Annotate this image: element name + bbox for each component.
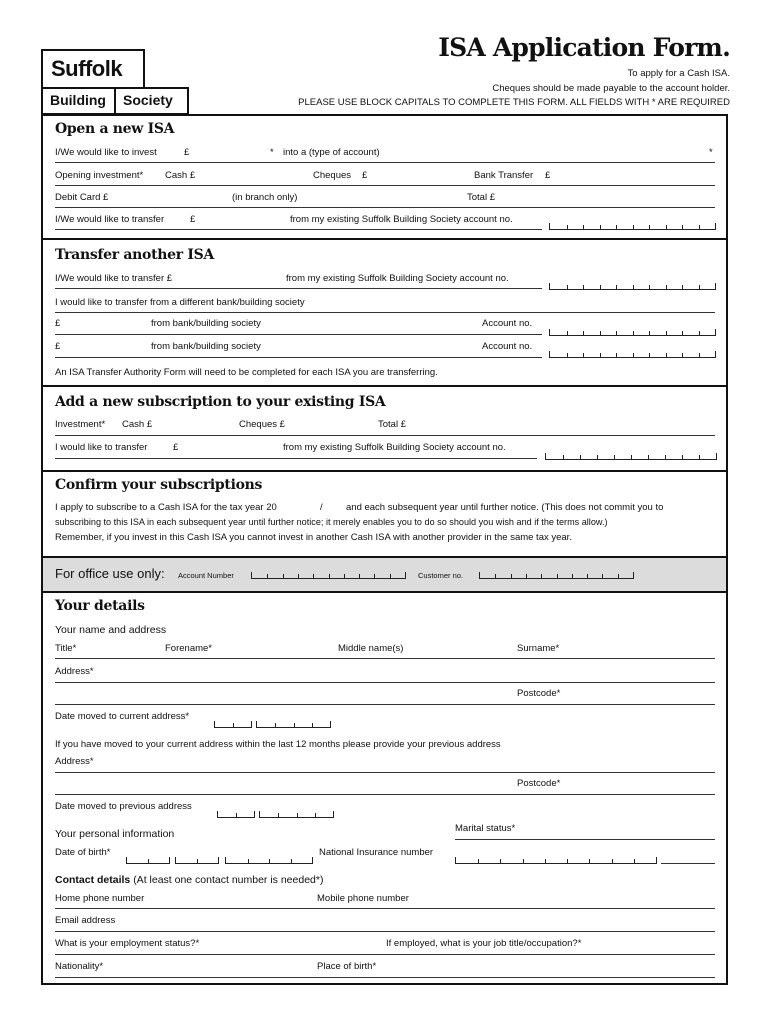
transfer-row1-pound: £ xyxy=(55,318,61,329)
invest-pound: £ xyxy=(184,147,190,158)
comb-tick xyxy=(526,574,527,578)
comb-tick xyxy=(682,331,683,335)
open-transfer-label: I/We would like to transfer xyxy=(55,214,165,225)
comb-tick xyxy=(500,859,501,863)
comb-tick xyxy=(631,455,632,459)
comb-tick xyxy=(278,813,279,817)
comb-tick xyxy=(197,859,198,863)
transfer-account-number-boxes[interactable] xyxy=(549,283,716,290)
header-line-3: PLEASE USE BLOCK CAPITALS TO COMPLETE THIS FORM. ALL FIELDS WITH * ARE REQUIRED xyxy=(298,97,730,108)
comb-tick xyxy=(600,225,601,229)
comb-tick xyxy=(583,353,584,357)
forename-label: Forename* xyxy=(165,643,212,654)
comb-tick xyxy=(600,331,601,335)
addsub-total-label: Total £ xyxy=(378,419,406,430)
comb-tick xyxy=(634,859,635,863)
marital-status-label: Marital status* xyxy=(455,823,516,834)
header-line-2: Cheques should be made payable to the account holder. xyxy=(492,83,730,94)
previous-address-note: If you have moved to your current address within the last 12 months please provide your previous address xyxy=(55,739,501,750)
comb-tick xyxy=(614,455,615,459)
confirm-line-3: Remember, if you invest in this Cash ISA you cannot invest in another Cash ISA with another provider in the same tax year. xyxy=(55,532,572,543)
opening-investment-label: Opening investment* xyxy=(55,170,144,181)
opening-cheques-pound: £ xyxy=(362,170,368,181)
comb-tick xyxy=(699,353,700,357)
comb-tick xyxy=(583,225,584,229)
addsub-cash-label: Cash £ xyxy=(122,419,153,430)
addsub-transfer-pound: £ xyxy=(173,442,179,453)
date-moved-label: Date moved to current address* xyxy=(55,711,190,722)
section-title-transfer: Transfer another ISA xyxy=(55,247,214,263)
office-use-title: For office use only: xyxy=(55,566,165,581)
transfer-amount-label: I/We would like to transfer £ xyxy=(55,273,173,284)
section-title-open: Open a new ISA xyxy=(55,121,175,137)
surname-label: Surname* xyxy=(517,643,560,654)
confirm-line-1b: and each subsequent year until further notice. (This does not commit you to xyxy=(346,502,664,513)
transfer-account-label: from my existing Suffolk Building Society account no. xyxy=(286,273,509,284)
contact-details-note: (At least one contact number is needed*) xyxy=(133,874,324,886)
comb-tick xyxy=(666,353,667,357)
transfer-row2-account: Account no. xyxy=(482,341,533,352)
transfer-different-label: I would like to transfer from a different bank/building society xyxy=(55,297,305,308)
contact-details-heading xyxy=(55,875,323,886)
comb-tick xyxy=(294,723,295,727)
debit-card-label: Debit Card £ xyxy=(55,192,109,203)
previous-postcode-label: Postcode* xyxy=(517,778,561,789)
comb-tick xyxy=(291,859,292,863)
comb-tick xyxy=(557,574,558,578)
comb-tick xyxy=(666,225,667,229)
opening-bank-pound: £ xyxy=(545,170,551,181)
open-transfer-pound: £ xyxy=(190,214,196,225)
comb-tick xyxy=(567,859,568,863)
comb-tick xyxy=(616,353,617,357)
comb-tick xyxy=(275,723,276,727)
comb-tick xyxy=(649,331,650,335)
addsub-transfer-label: I would like to transfer xyxy=(55,442,148,453)
comb-tick xyxy=(269,859,270,863)
comb-tick xyxy=(649,353,650,357)
transfer-row1-account: Account no. xyxy=(482,318,533,329)
brand-building: Building xyxy=(50,92,106,108)
comb-tick xyxy=(374,574,375,578)
comb-tick xyxy=(589,859,590,863)
comb-tick xyxy=(616,225,617,229)
comb-tick xyxy=(633,285,634,289)
transfer-row1-from: from bank/building society xyxy=(151,318,261,329)
office-account-number-boxes[interactable] xyxy=(251,572,406,579)
opening-cash-label: Cash £ xyxy=(165,170,196,181)
transfer-row2-pound: £ xyxy=(55,341,61,352)
comb-tick xyxy=(563,455,564,459)
comb-tick xyxy=(312,723,313,727)
office-customer-boxes[interactable] xyxy=(479,572,634,579)
dob-year-boxes[interactable] xyxy=(225,857,313,864)
comb-tick xyxy=(699,285,700,289)
date-previous-label: Date moved to previous address xyxy=(55,801,192,812)
previous-address-label: Address* xyxy=(55,756,94,767)
comb-tick xyxy=(329,574,330,578)
comb-tick xyxy=(616,331,617,335)
comb-tick xyxy=(359,574,360,578)
comb-tick xyxy=(478,859,479,863)
comb-tick xyxy=(616,285,617,289)
comb-tick xyxy=(666,331,667,335)
comb-tick xyxy=(682,455,683,459)
confirm-slash: / xyxy=(320,502,323,513)
comb-tick xyxy=(648,455,649,459)
comb-tick xyxy=(297,813,298,817)
comb-tick xyxy=(545,859,546,863)
date-moved-year-boxes[interactable] xyxy=(256,721,331,728)
personal-info-heading: Your personal information xyxy=(55,828,175,840)
open-total-label: Total £ xyxy=(467,192,495,203)
section-title-addsub: Add a new subscription to your existing ISA xyxy=(55,394,386,410)
comb-tick xyxy=(682,353,683,357)
comb-tick xyxy=(600,285,601,289)
comb-tick xyxy=(597,455,598,459)
open-transfer-account-label: from my existing Suffolk Building Society account no. xyxy=(290,214,513,225)
comb-tick xyxy=(649,225,650,229)
section-title-details: Your details xyxy=(55,598,145,614)
dob-day-boxes[interactable] xyxy=(126,857,170,864)
brand-society: Society xyxy=(123,92,173,108)
addsub-account-number-boxes[interactable] xyxy=(545,453,717,460)
invest-label: I/We would like to invest xyxy=(55,147,157,158)
comb-tick xyxy=(267,574,268,578)
ni-number-boxes[interactable] xyxy=(455,857,657,864)
dob-label: Date of birth* xyxy=(55,847,111,858)
comb-tick xyxy=(682,285,683,289)
comb-tick xyxy=(699,225,700,229)
comb-tick xyxy=(699,455,700,459)
comb-tick xyxy=(511,574,512,578)
comb-tick xyxy=(666,285,667,289)
birthplace-label: Place of birth* xyxy=(317,961,377,972)
comb-tick xyxy=(572,574,573,578)
account-type-label: into a (type of account) xyxy=(283,147,380,158)
comb-tick xyxy=(523,859,524,863)
comb-tick xyxy=(699,331,700,335)
brand-logo xyxy=(41,49,187,115)
comb-tick xyxy=(587,574,588,578)
section-title-confirm: Confirm your subscriptions xyxy=(55,477,263,493)
invest-star: * xyxy=(270,147,274,158)
postcode-label: Postcode* xyxy=(517,688,561,699)
employment-label: What is your employment status?* xyxy=(55,938,200,949)
title-label: Title* xyxy=(55,643,77,654)
transfer-row2-account-boxes[interactable] xyxy=(549,351,716,358)
office-account-number-label: Account Number xyxy=(178,571,234,580)
opening-bank-label: Bank Transfer xyxy=(474,170,534,181)
middle-name-label: Middle name(s) xyxy=(338,643,404,654)
comb-tick xyxy=(541,574,542,578)
comb-tick xyxy=(618,574,619,578)
branch-only-label: (in branch only) xyxy=(232,192,298,203)
date-moved-month-boxes[interactable] xyxy=(214,721,252,728)
comb-tick xyxy=(600,353,601,357)
comb-tick xyxy=(567,285,568,289)
comb-tick xyxy=(633,353,634,357)
contact-details-bold: Contact details xyxy=(55,874,131,886)
comb-tick xyxy=(390,574,391,578)
comb-tick xyxy=(633,225,634,229)
comb-tick xyxy=(602,574,603,578)
comb-tick xyxy=(580,455,581,459)
comb-tick xyxy=(649,285,650,289)
comb-tick xyxy=(148,859,149,863)
comb-tick xyxy=(283,574,284,578)
ni-number-label: National Insurance number xyxy=(319,847,434,858)
transfer-row1-account-boxes[interactable] xyxy=(549,329,716,336)
transfer-row2-from: from bank/building society xyxy=(151,341,261,352)
office-customer-label: Customer no. xyxy=(418,571,464,580)
comb-tick xyxy=(298,574,299,578)
account-type-star: * xyxy=(709,147,713,158)
comb-tick xyxy=(495,574,496,578)
nationality-label: Nationality* xyxy=(55,961,104,972)
name-address-heading: Your name and address xyxy=(55,624,167,636)
address-label: Address* xyxy=(55,666,94,677)
addsub-investment-label: Investment* xyxy=(55,419,106,430)
comb-tick xyxy=(612,859,613,863)
transfer-note: An ISA Transfer Authority Form will need to be completed for each ISA you are transferring. xyxy=(55,367,438,378)
open-account-number-boxes[interactable] xyxy=(549,223,716,230)
comb-tick xyxy=(315,813,316,817)
confirm-line-1a: I apply to subscribe to a Cash ISA for the tax year 20 xyxy=(55,502,277,513)
date-previous-month-boxes[interactable] xyxy=(217,811,255,818)
comb-tick xyxy=(248,859,249,863)
form-title: ISA Application Form. xyxy=(438,33,730,62)
comb-tick xyxy=(633,331,634,335)
comb-tick xyxy=(313,574,314,578)
addsub-account-label: from my existing Suffolk Building Society account no. xyxy=(283,442,506,453)
comb-tick xyxy=(682,225,683,229)
comb-tick xyxy=(567,353,568,357)
opening-cheques-label: Cheques xyxy=(313,170,352,181)
comb-tick xyxy=(567,225,568,229)
comb-tick xyxy=(583,285,584,289)
home-phone-label: Home phone number xyxy=(55,893,145,904)
addsub-cheques-label: Cheques £ xyxy=(239,419,285,430)
mobile-phone-label: Mobile phone number xyxy=(317,893,409,904)
comb-tick xyxy=(233,723,234,727)
email-label: Email address xyxy=(55,915,116,926)
date-previous-year-boxes[interactable] xyxy=(259,811,334,818)
confirm-line-2: subscribing to this ISA in each subsequent year until further notice; it merely enables you to do so should you wish and if the terms allow.) xyxy=(55,517,608,527)
brand-name: Suffolk xyxy=(51,56,123,81)
comb-tick xyxy=(665,455,666,459)
header-line-1: To apply for a Cash ISA. xyxy=(627,68,730,79)
occupation-label: If employed, what is your job title/occupation?* xyxy=(386,938,582,949)
comb-tick xyxy=(583,331,584,335)
comb-tick xyxy=(344,574,345,578)
dob-month-boxes[interactable] xyxy=(175,857,219,864)
comb-tick xyxy=(236,813,237,817)
comb-tick xyxy=(567,331,568,335)
